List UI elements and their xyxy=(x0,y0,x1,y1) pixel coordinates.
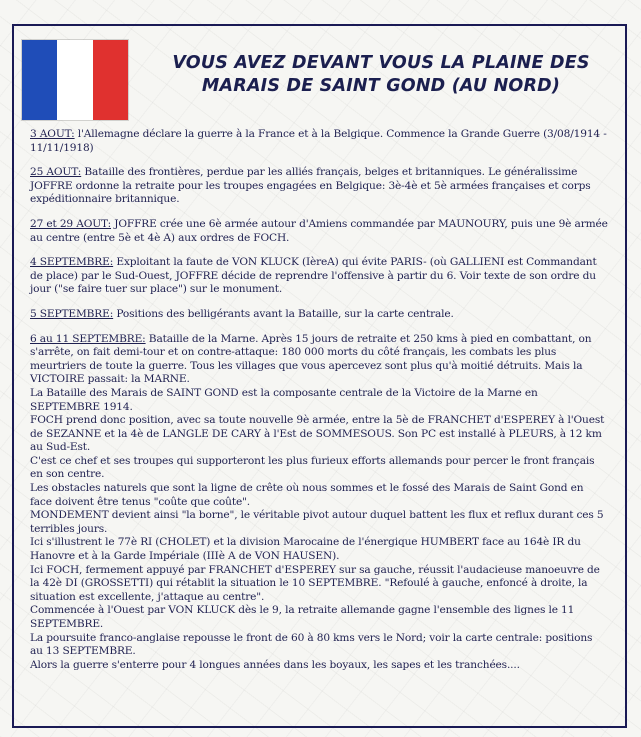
section-6-11-septembre xyxy=(30,333,608,387)
paragraph-saint-gond: La Bataille des Marais de SAINT GOND est la composante centrale de la Victoire de la Marne en SEPTEMBRE 1914. xyxy=(30,386,538,413)
section-5-septembre xyxy=(30,308,608,322)
section-3-aout xyxy=(30,128,608,155)
section-27-29-aout xyxy=(30,218,608,245)
section-date: 25 AOUT: xyxy=(30,166,82,179)
section-date: 5 SEPTEMBRE: xyxy=(30,307,114,320)
section-date: 6 au 11 SEPTEMBRE: xyxy=(30,332,146,345)
plaque-text xyxy=(30,128,608,672)
paragraph-foch-manoeuvre: Ici FOCH, fermement appuyé par FRANCHET d'ESPEREY sur sa gauche, réussit l'audacieuse manoeuvre de la 42è DI (GROSSETTI) qui rétablit la situation le 10 SEPTEMBRE. "Refoulé à gauche, enfoncé à droite, la situation est excellente, j'attaque au centre". xyxy=(30,563,600,603)
section-text: l'Allemagne déclare la guerre à la France et à la Belgique. Commence la Grande Guerre (3/08/1914 - 11/11/1918) xyxy=(30,128,607,154)
paragraph-obstacles: Les obstacles naturels que sont la ligne de crête où nous sommes et le fossé des Marais de Saint Gond en face doivent être tenus "coûte que coûte". xyxy=(30,482,584,508)
flag-red-stripe xyxy=(93,40,128,120)
section-text: Bataille des frontières, perdue par les alliés français, belges et britanniques. Le généralissime JOFFRE ordonne la retraite pour les troupes engagées en Belgique: 3è-4è et 5è armées françaises et corps expéditionnaire britannique. xyxy=(30,166,591,206)
section-date: 4 SEPTEMBRE: xyxy=(30,256,114,269)
section-25-aout xyxy=(30,166,608,207)
section-text: JOFFRE crée une 6è armée autour d'Amiens commandée par MAUNOURY, puis une 9è armée au centre (entre 5è et 4è A) aux ordres de FOCH. xyxy=(30,217,608,244)
paragraph-conclusion: Alors la guerre s'enterre pour 4 longues années dans les boyaux, les sapes et les tranchées.... xyxy=(30,658,520,671)
flag-white-stripe xyxy=(57,40,92,120)
paragraph-retraite: Commencée à l'Ouest par VON KLUCK dès le 9, la retraite allemande gagne l'ensemble des lignes le 11 SEPTEMBRE. xyxy=(30,604,575,630)
section-date: 3 AOUT: xyxy=(30,128,75,140)
section-text: Positions des belligérants avant la Bataille, sur la carte centrale. xyxy=(113,307,454,320)
flag-blue-stripe xyxy=(22,40,57,120)
section-text: Exploitant la faute de VON KLUCK (IèreA) qui évite PARIS- (où GALLIENI est Commandant de place) par le Sud-Ouest, JOFFRE décide de reprendre l'offensive à partir du 6. Voir texte de son ordre du jour ("se faire tuer sur place") sur le monument. xyxy=(30,256,597,296)
plaque-title xyxy=(150,52,612,98)
paragraph-foch-position: FOCH prend donc position, avec sa toute nouvelle 9è armée, entre la 5è de FRANCHET d'ESPEREY à l'Ouest de SEZANNE et la 4è de LANGLE DE CARY à l'Est de SOMMESOUS. Son PC est installé à PLEURS, à 12 km au Sud-Est. xyxy=(30,414,605,454)
title-line-2: MARAIS DE SAINT GOND (AU NORD) xyxy=(201,76,561,96)
paragraph-mondement: MONDEMENT devient ainsi "la borne", le véritable pivot autour duquel battent les flux et reflux durant ces 5 terribles jours. xyxy=(30,509,604,535)
paragraph-77e-ri: Ici s'illustrent le 77è RI (CHOLET) et la division Marocaine de l'énergique HUMBERT face au 164è IR du Hanovre et à la Garde Impériale (IIIè A de VON HAUSEN). xyxy=(30,536,581,563)
paragraph-poursuite: La poursuite franco-anglaise repousse le front de 60 à 80 kms vers le Nord; voir la carte centrale: positions au 13 SEPTEMBRE. xyxy=(30,631,593,658)
section-date: 27 et 29 AOUT: xyxy=(30,217,112,230)
section-text: Bataille de la Marne. Après 15 jours de retraite et 250 kms à pied en combattant, on s'arrête, on fait demi-tour et on contre-attaque: 180 000 morts du côté français, les combats les plus meurtriers de toute la guerre. Tous les villages que vous apercevez sont plus qu'à moitié détruits. Mais la VICTOIRE passait: la MARNE. xyxy=(30,332,592,386)
french-flag xyxy=(22,40,128,120)
paragraph-chef-troupes: C'est ce chef et ses troupes qui supporteront les plus furieux efforts allemands pour percer le front français en son centre. xyxy=(30,454,595,481)
title-line-1: VOUS AVEZ DEVANT VOUS LA PLAINE DES xyxy=(172,53,590,73)
section-4-septembre xyxy=(30,256,608,297)
